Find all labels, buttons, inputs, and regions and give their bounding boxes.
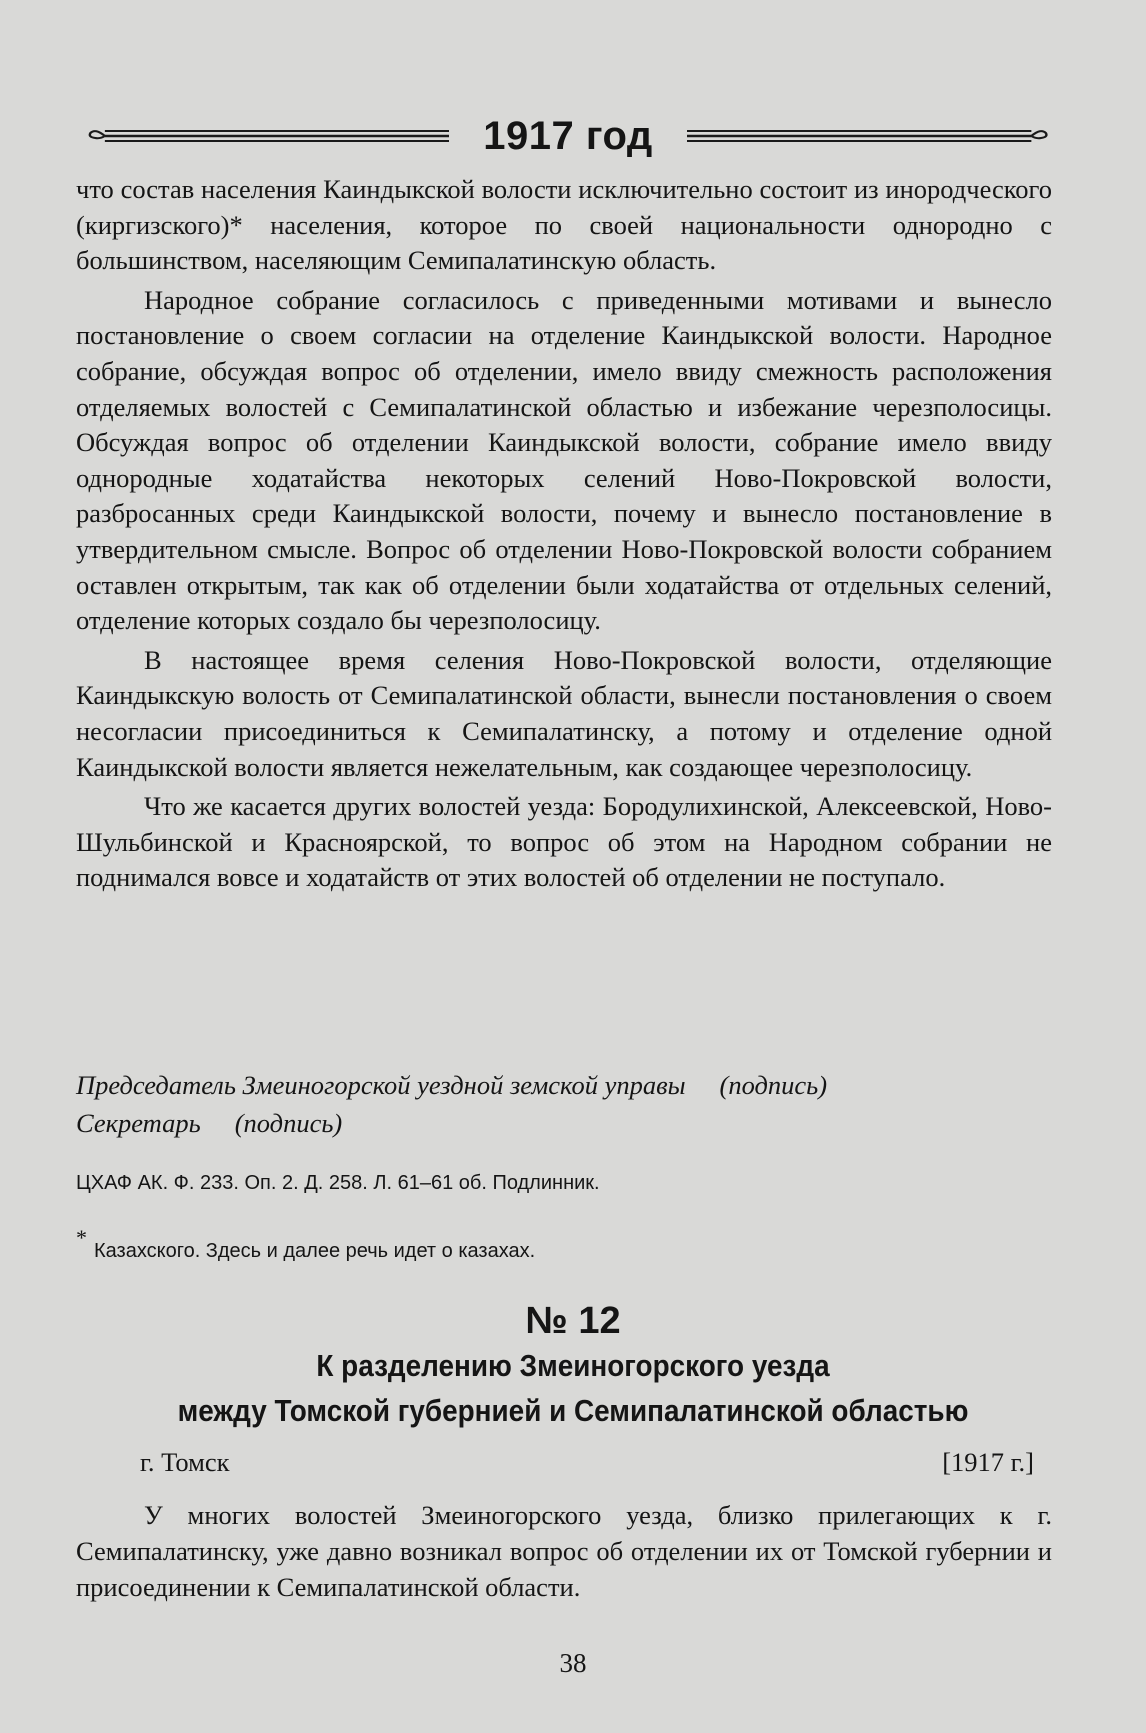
signature-secretary-mark: (подпись) — [234, 1108, 343, 1138]
paragraph-4: Что же касается других волостей уезда: Бородулихинской, Алексеевской, Ново-Шульбинской и Красноярской, то вопрос об этом на Народном собрании не поднимался вовсе и ходатайств от этих волостей об отделении не поступало. — [76, 791, 1052, 893]
archive-source: ЦХАФ АК. Ф. 233. Оп. 2. Д. 258. Л. 61–61 об. Подлинник. — [76, 1172, 600, 1194]
document-11-body — [76, 172, 1052, 896]
document-place: г. Томск — [140, 1447, 230, 1477]
signature-chair — [76, 1070, 827, 1101]
header-year-title: 1917 год — [483, 113, 653, 158]
paragraph-1: что состав населения Каиндыкской волости исключительно состоит из инородческого (киргизского)* населения, которое по своей национальности однородно с большинством, населяющим Семипалатинскую область. — [76, 174, 1052, 276]
footnote-mark: * — [76, 1225, 87, 1250]
document-title-line-1: К разделению Змеиногорского уезда — [316, 1348, 830, 1383]
document-12-body — [76, 1497, 1052, 1605]
signature-secretary-title: Секретарь — [76, 1108, 201, 1138]
running-header — [88, 108, 1048, 164]
footnote-text: Казахского. Здесь и далее речь идет о казахах. — [94, 1240, 536, 1262]
page-number: 38 — [559, 1648, 587, 1678]
document-number: № 12 — [525, 1300, 621, 1342]
signature-secretary — [76, 1108, 342, 1139]
document-date: [1917 г.] — [942, 1447, 1034, 1477]
document-title-line-2: между Томской губернией и Семипалатинской областью — [177, 1393, 969, 1428]
ornament-right-icon — [687, 124, 1048, 148]
document-12-paragraph: У многих волостей Змеиногорского уезда, близко прилегающих к г. Семипалатинску, уже давно возникал вопрос об отделении их от Томской губернии и присоединении к Семипалатинской области. — [76, 1500, 1052, 1602]
paragraph-3: В настоящее время селения Ново-Покровской волости, отделяющие Каиндыкскую волость от Семипалатинской области, вынесли постановления о своем несогласии присоединиться к Семипалатинску, а потому и отделение одной Каиндыкской волости является нежелательным, как создающее черезполосицу. — [76, 644, 1052, 782]
signature-chair-title: Председатель Змеиногорской уездной земской управы — [76, 1070, 686, 1100]
paragraph-2: Народное собрание согласилось с приведенными мотивами и вынесло постановление о своем согласии на отделение Каиндыкской волости. Народное собрание, обсуждая вопрос об отделении, имело ввиду смежность расположения отделяемых волостей с Семипалатинской областью и избежание черезполосицы. Обсуждая вопрос об отделении Каиндыкской волости, собрание имело ввиду однородные ходатайства некоторых селений Ново-Покровской волости, разбросанных среди Каиндыкской волости, почему и вынесло постановление в утвердительном смысле. Вопрос об отделении Ново-Покровской волости собранием оставлен открытым, так как об отделении были ходатайства от отдельных селений, отделение которых создало бы черезполосицу. — [76, 284, 1052, 636]
signature-chair-mark: (подпись) — [719, 1070, 828, 1100]
ornament-left-icon — [88, 124, 449, 148]
